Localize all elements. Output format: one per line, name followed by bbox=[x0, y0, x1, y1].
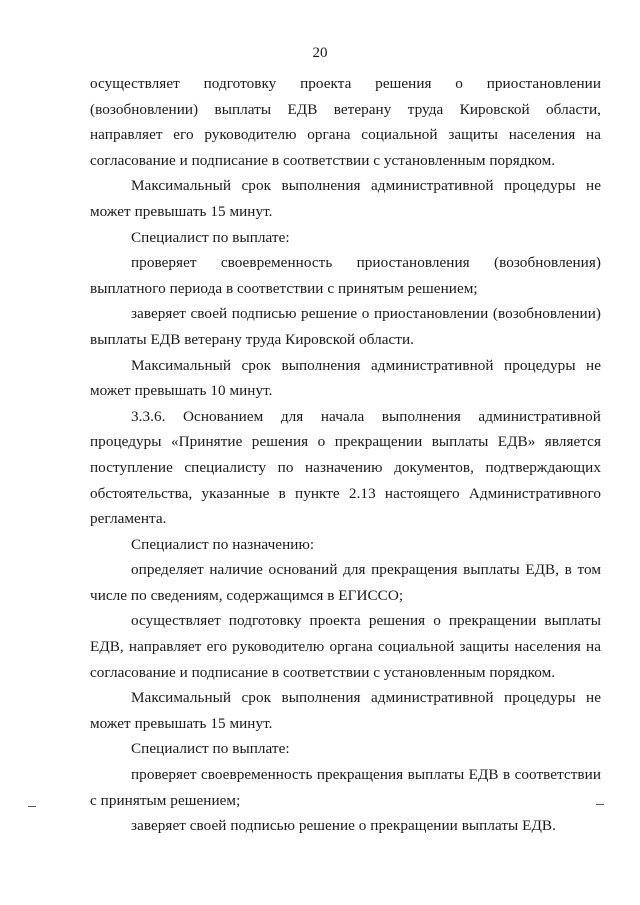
paragraph: осуществляет подготовку проекта решения о приостановлении (возобновлении) выплаты ЕДВ ветерану труда Кировской области, направляет его руководителю органа социальной защиты населения на согласование и подписание в соответствии с установленным порядком. bbox=[90, 75, 601, 169]
scan-mark bbox=[596, 804, 604, 805]
paragraph: проверяет своевременность прекращения выплаты ЕДВ в соответствии с принятым решением; bbox=[90, 766, 601, 809]
scan-mark bbox=[28, 806, 36, 807]
paragraph: Максимальный срок выполнения административной процедуры не может превышать 15 минут. bbox=[90, 177, 601, 220]
paragraph: определяет наличие оснований для прекращения выплаты ЕДВ, в том числе по сведениям, содержащимся в ЕГИССО; bbox=[90, 561, 601, 604]
paragraph: Специалист по выплате: bbox=[131, 228, 290, 246]
page-number: 20 bbox=[312, 45, 328, 61]
document-body bbox=[90, 71, 601, 839]
paragraph: 3.3.6. Основанием для начала выполнения административной процедуры «Принятие решения о прекращении выплаты ЕДВ» является поступление специалисту по назначению документов, подтверждающих обстоятельства, указанные в пункте 2.13 настоящего Административного регламента. bbox=[90, 407, 601, 528]
paragraph: осуществляет подготовку проекта решения о прекращении выплаты ЕДВ, направляет его руководителю органа социальной защиты населения на согласование и подписание в соответствии с установленным порядком. bbox=[90, 612, 601, 681]
paragraph: Специалист по выплате: bbox=[131, 740, 290, 758]
paragraph: Специалист по назначению: bbox=[131, 535, 315, 553]
paragraph: проверяет своевременность приостановления (возобновления) выплатного периода в соответствии с принятым решением; bbox=[90, 254, 601, 297]
paragraph: Максимальный срок выполнения административной процедуры не может превышать 15 минут. bbox=[90, 689, 601, 732]
paragraph: Максимальный срок выполнения административной процедуры не может превышать 10 минут. bbox=[90, 356, 601, 400]
paragraph: заверяет своей подписью решение о приостановлении (возобновлении) выплаты ЕДВ ветерану труда Кировской области. bbox=[90, 305, 601, 348]
paragraph: заверяет своей подписью решение о прекращении выплаты ЕДВ. bbox=[131, 817, 556, 835]
